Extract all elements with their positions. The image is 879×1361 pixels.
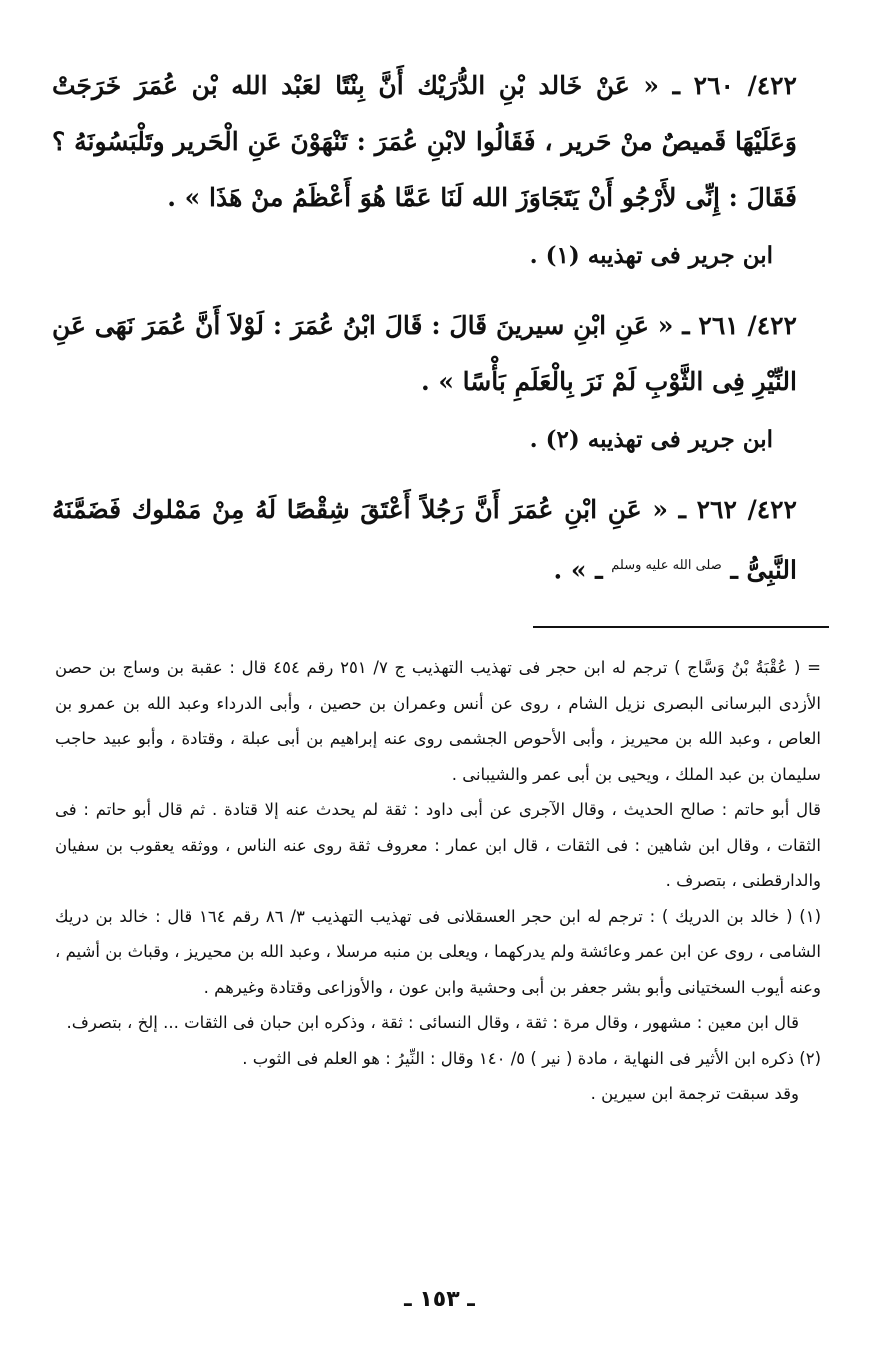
footnote-separator	[533, 626, 829, 628]
source-citation-2: ابن جرير فى تهذيبه (٢) .	[529, 426, 773, 453]
footnote-continuation-2: قال أبو حاتم : صالح الحديث ، وقال الآجرى عن أبى داود : ثقة لم يحدث عنه إلا قتادة . ثم قال أبو حاتم : فى الثقات ، وقال ابن شاهين : فى الثقات ، قال ابن عمار : معروف ثقة روى عنه الناس ، ووثقه يعقوب بن سفيان والدارقطنى ، بتصرف .	[55, 800, 821, 890]
footnote-2: (٢) ذكره ابن الأثير فى النهاية ، مادة ( نير ) ٥/ ١٤٠ وقال : النِّيرُ : هو العلم فى الثوب .	[242, 1048, 821, 1068]
page-number: ـ ١٥٣ ـ	[404, 1287, 475, 1312]
footnotes	[55, 650, 821, 1112]
hadith-260: ٤٢٢/ ٢٦٠ ـ « عَنْ خَالد بْنِ الدُّرَيْك أَنَّ بِنْتًا لعَبْد الله بْن عُمَرَ خَرَجَتْ وَعَلَيْهَا قَميصٌ منْ حَرير ، فَقَالُوا لابْنِ عُمَرَ : تَنْهَوْنَ عَنِ الْحَرير وتَلْبَسُونَهُ ؟ فَقَالَ : إِنِّى لأَرْجُو أَنْ يَتَجَاوَزَ الله لَنَا عَمَّا هُوَ أَعْظَمُ منْ هَذَا » .	[52, 71, 797, 212]
salla-honorific: صلى الله عليه وسلم	[611, 558, 722, 573]
main-text	[52, 58, 797, 598]
footnote-continuation: = ( عُقْبَةُ بْنُ وَسَّاج ) ترجم له ابن حجر فى تهذيب التهذيب ج ٧/ ٢٥١ رقم ٤٥٤ قال : عقبة بن وساج بن حصن الأزدى البرسانى البصرى نزيل الشام ، روى عن أنس وعمران بن حصين ، وأبى الدرداء وعبد الله بن عمرو بن العاص ، وعبد الله بن محيريز ، وأبى الأحوص الجشمى روى عنه إبراهيم بن أبى عبلة ، وقتادة ، وأبو عبيد حاجب سليمان بن عبد الملك ، ويحيى بن أبى عمر والشيبانى .	[55, 658, 821, 784]
hadith-262-text: ٤٢٢/ ٢٦٢ ـ « عَنِ ابْنِ عُمَرَ أَنَّ رَجُلاً أَعْتَقَ شِقْصًا لَهُ مِنْ مَمْلوك فَضَمَّنَهُ النَّبِىُّ ـ	[52, 495, 797, 585]
hadith-261: ٤٢٢/ ٢٦١ ـ « عَنِ ابْنِ سيرينَ قَالَ : قَالَ ابْنُ عُمَرَ : لَوْلاَ أَنَّ عُمَرَ نَهَى عَنِ النِّيْرِ فِى الثَّوْبِ لَمْ نَرَ بِالْعَلَمِ بَأْسًا » .	[52, 311, 797, 396]
hadith-262	[52, 482, 797, 598]
footnote-1-note: قال ابن معين : مشهور ، وقال مرة : ثقة ، وقال النسائى : ثقة ، وذكره ابن حبان فى الثقات ... إلخ ، بتصرف.	[66, 1013, 799, 1032]
footnote-1: (١) ( خالد بن الدريك ) : ترجم له ابن حجر العسقلانى فى تهذيب التهذيب ٣/ ٨٦ رقم ١٦٤ قال : خالد بن دريك الشامى ، روى عن ابن عمر وعائشة ولم يدركهما ، ويعلى بن منبه مرسلا ، وعبد الله بن محيريز ، وقباث بن أشيم ، وعنه أيوب السختيانى وأبو بشر جعفر بن أبى وحشية وابن عون ، والأوزاعى وقتادة وغيرهم .	[55, 906, 822, 997]
footnote-2-note: وقد سبقت ترجمة ابن سيرين .	[590, 1084, 799, 1103]
source-citation-1: ابن جرير فى تهذيبه (١) .	[529, 242, 773, 269]
hadith-262-end: ـ » .	[553, 555, 603, 585]
